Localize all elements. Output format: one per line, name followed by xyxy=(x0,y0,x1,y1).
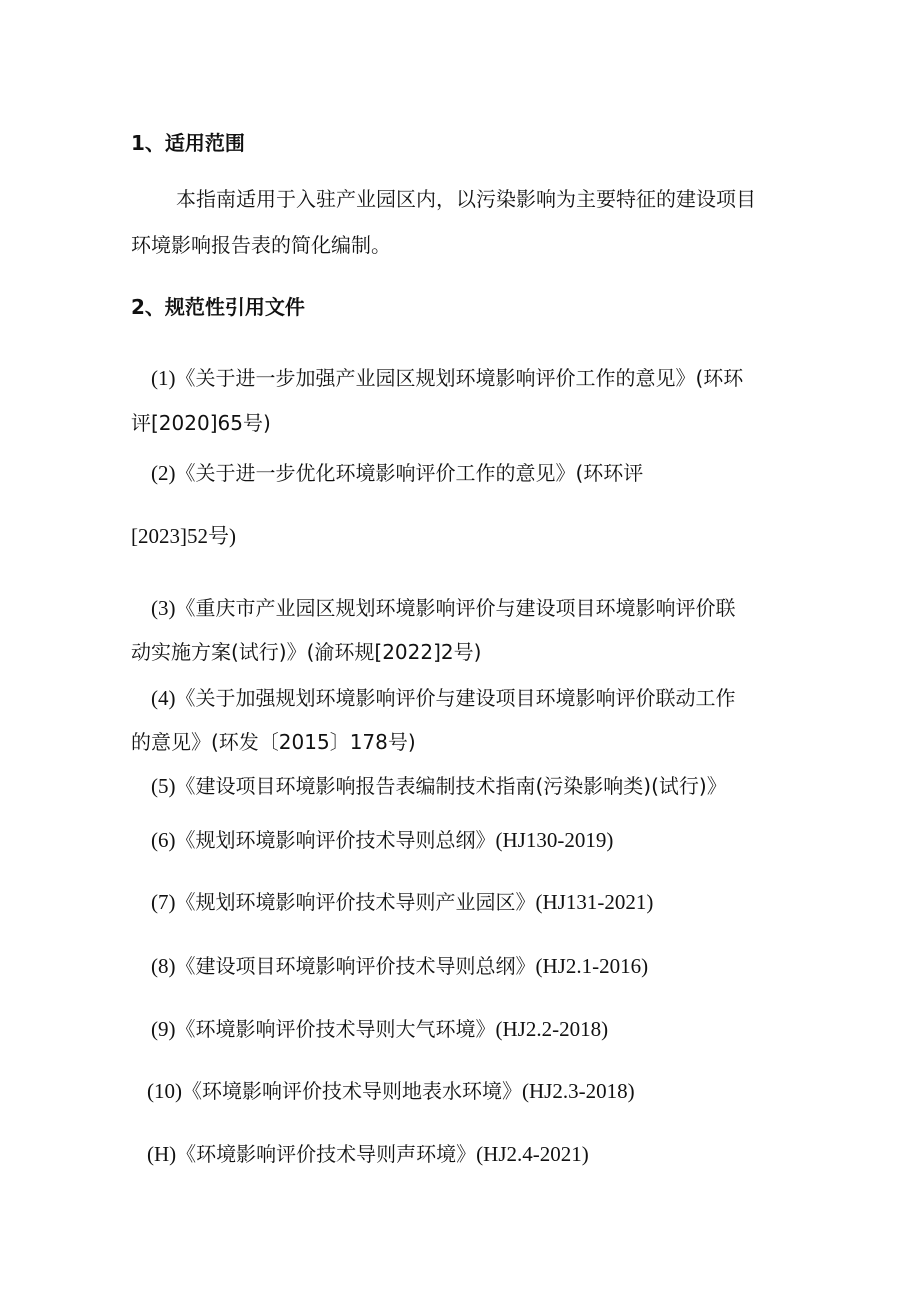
reference-title: 《环境影响评价技术导则地表水环境》 xyxy=(182,1079,522,1103)
reference-number: (9) xyxy=(151,1017,176,1041)
reference-item-5 xyxy=(151,772,727,800)
reference-title: 《重庆市产业园区规划环境影响评价与建设项目环境影响评价联 xyxy=(175,596,736,620)
reference-number: (5) xyxy=(151,774,176,798)
reference-item-7 xyxy=(151,888,653,916)
reference-code: (HJ130-2019) xyxy=(495,828,614,852)
reference-title: 《环境影响评价技术导则声环境》 xyxy=(176,1142,477,1166)
reference-item-11 xyxy=(147,1140,589,1168)
reference-title: 《建设项目环境影响报告表编制技术指南(污染影响类)(试行)》 xyxy=(175,774,727,798)
reference-item-9 xyxy=(151,1015,608,1043)
reference-number: (2) xyxy=(151,461,176,485)
scope-paragraph-line-1: 本指南适用于入驻产业园区内，以污染影响为主要特征的建设项目 xyxy=(176,187,756,211)
reference-number: (H) xyxy=(147,1142,177,1166)
reference-item-2 xyxy=(151,459,643,487)
reference-item-4-continued: 的意见》(环发〔2015〕178号) xyxy=(131,730,416,754)
reference-item-2-continued: [2023]52号) xyxy=(131,524,236,548)
reference-item-4 xyxy=(151,684,736,712)
reference-number: (1) xyxy=(151,366,176,390)
reference-item-10 xyxy=(147,1077,635,1105)
reference-item-6 xyxy=(151,826,613,854)
reference-title: 《关于进一步加强产业园区规划环境影响评价工作的意见》(环环 xyxy=(175,366,744,390)
reference-item-3-continued: 动实施方案(试行)》(渝环规[2022]2号) xyxy=(131,640,482,664)
reference-title: 《建设项目环境影响评价技术导则总纲》 xyxy=(175,954,536,978)
reference-code: (HJ131-2021) xyxy=(535,890,654,914)
reference-number: (6) xyxy=(151,828,176,852)
reference-item-8 xyxy=(151,952,648,980)
reference-item-1-continued: 评[2020]65号) xyxy=(131,411,271,435)
reference-code: (HJ2.2-2018) xyxy=(495,1017,609,1041)
reference-number: (4) xyxy=(151,686,176,710)
reference-item-1 xyxy=(151,364,743,392)
reference-number: (7) xyxy=(151,890,176,914)
reference-number: (10) xyxy=(147,1079,182,1103)
reference-item-3 xyxy=(151,594,736,622)
reference-code: (HJ2.3-2018) xyxy=(522,1079,635,1103)
reference-code: (HJ2.4-2021) xyxy=(476,1142,589,1166)
reference-title: 《规划环境影响评价技术导则总纲》 xyxy=(175,828,496,852)
reference-number: (3) xyxy=(151,596,176,620)
reference-title: 《关于进一步优化环境影响评价工作的意见》(环环评 xyxy=(175,461,644,485)
reference-title: 《规划环境影响评价技术导则产业园区》 xyxy=(175,890,536,914)
reference-code: (HJ2.1-2016) xyxy=(535,954,649,978)
section-heading-scope: 1、适用范围 xyxy=(131,131,245,155)
reference-number: (8) xyxy=(151,954,176,978)
section-heading-references: 2、规范性引用文件 xyxy=(131,295,305,319)
scope-paragraph-line-2: 环境影响报告表的简化编制。 xyxy=(131,233,391,257)
reference-title: 《关于加强规划环境影响评价与建设项目环境影响评价联动工作 xyxy=(175,686,736,710)
reference-title: 《环境影响评价技术导则大气环境》 xyxy=(175,1017,496,1041)
